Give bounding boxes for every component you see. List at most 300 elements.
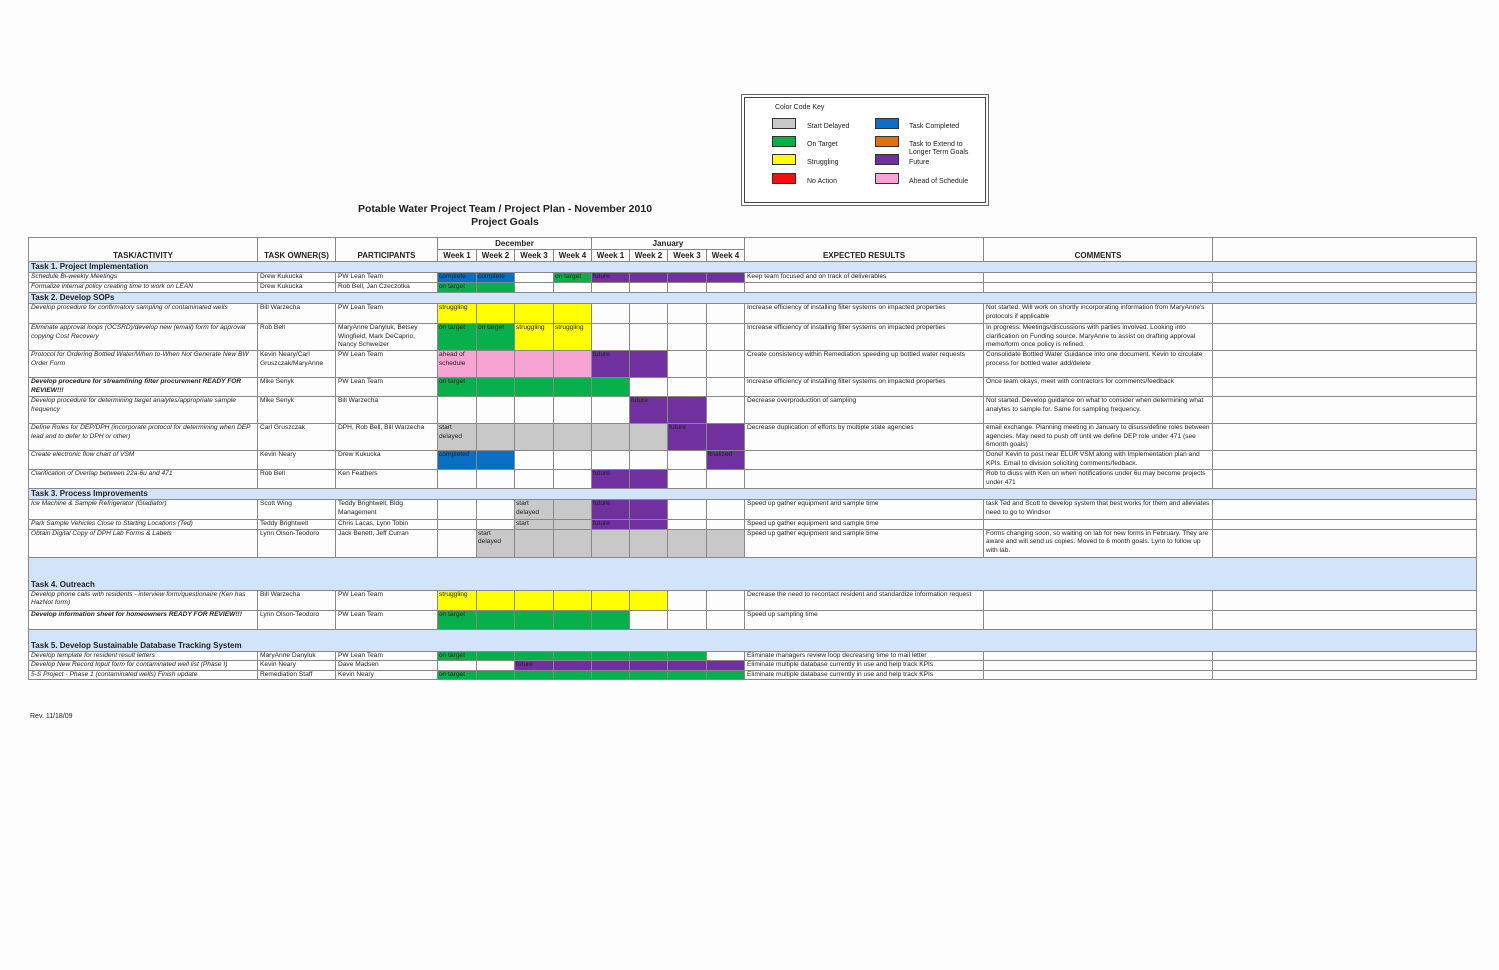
blank-cell [1213,661,1477,671]
week-status-cell [630,424,668,451]
week-status-cell [477,424,515,451]
week-status-cell [554,651,592,661]
week-status-cell: completed [438,451,477,470]
week-status-cell [592,283,630,293]
week-status-cell [438,500,477,520]
legend-swatch [772,154,796,165]
week-status-cell [668,324,707,351]
task-activity: Protocol for Ordering Bottled Water/When to-When Not Generate New BW Order Form [29,351,258,378]
week-status-cell [477,661,515,671]
week-status-cell [515,378,554,397]
section-row [29,262,1477,273]
week-status-cell [630,520,668,530]
header-blank [1213,238,1477,262]
comments [984,590,1213,610]
task-participants: PW Lean Team [336,651,438,661]
week-status-cell [477,397,515,424]
week-status-cell [630,590,668,610]
week-status-cell [668,273,707,283]
task-activity: Develop template for resident result letters [29,651,258,661]
section-title: Task 1. Project Implementation [31,262,149,271]
week-status-cell: future [668,424,707,451]
week-status-cell: on target [554,273,592,283]
section-row [29,293,1477,304]
week-status-cell [477,590,515,610]
task-participants: Chris Lacas, Lynn Tobin [336,520,438,530]
task-owner: Lynn Olson-Teodoro [258,610,336,629]
legend-swatch [875,136,899,147]
week-status-cell: start [515,520,554,530]
expected-results: Keep team focused and on track of deliverables [745,273,984,283]
legend-swatch [772,173,796,184]
comments [984,670,1213,680]
week-status-cell: future [592,520,630,530]
section-row [29,629,1477,651]
header-december: December [438,238,592,250]
week-status-cell [630,273,668,283]
comments: Once team okays, meet with contractors for comments/feedback [984,378,1213,397]
week-status-cell [438,397,477,424]
week-status-cell [630,470,668,489]
task-participants: PW Lean Team [336,590,438,610]
week-status-cell: start delayed [515,500,554,520]
header-week: Week 3 [668,250,707,262]
task-owner: Scott Wing [258,500,336,520]
week-status-cell [477,351,515,378]
week-status-cell: on target [438,610,477,629]
task-activity: Obtain Digital Copy of DPH Lab Forms & Labels [29,529,258,557]
task-participants: PW Lean Team [336,378,438,397]
blank-cell [1213,520,1477,530]
comments [984,651,1213,661]
week-status-cell [515,670,554,680]
week-status-cell: on target [438,651,477,661]
legend-label: Ahead of Schedule [909,178,969,185]
week-status-cell [515,273,554,283]
week-status-cell [554,397,592,424]
week-status-cell [554,610,592,629]
page-title: Potable Water Project Team / Project Plan - November 2010 [357,203,653,215]
week-status-cell [707,590,745,610]
header-owner: TASK OWNER(S) [258,238,336,262]
week-status-cell [707,424,745,451]
header-week: Week 1 [438,250,477,262]
blank-cell [1213,529,1477,557]
task-activity: Eliminate approval loops (OCSRD)/develop new (email) form for approval copying Cost Recovery [29,324,258,351]
week-status-cell [668,670,707,680]
week-status-cell [592,590,630,610]
task-owner: Mike Senyk [258,378,336,397]
task-activity: 5-S Project - Phase 1 (contaminated wells) Finish update [29,670,258,680]
comments [984,661,1213,671]
expected-results: Speed up sampling time [745,610,984,629]
expected-results: Speed up gather equipment and sample time [745,520,984,530]
task-participants: Dave Madsen [336,661,438,671]
week-status-cell [630,324,668,351]
week-status-cell [707,324,745,351]
task-activity: Formalize internal policy creating time to work on LEAN [29,283,258,293]
comments: In progress. Meetings/discussions with parties involved. Looking into clarification on Funding source. MaryAnne to assist on drafting approval memo/form once policy is refined. [984,324,1213,351]
week-status-cell [630,351,668,378]
week-status-cell [554,351,592,378]
task-participants: PW Lean Team [336,273,438,283]
expected-results [745,451,984,470]
header-comments: COMMENTS [984,238,1213,262]
week-status-cell [592,610,630,629]
header-results: EXPECTED RESULTS [745,238,984,262]
week-status-cell [668,520,707,530]
week-status-cell [668,397,707,424]
week-status-cell [707,470,745,489]
week-status-cell [707,397,745,424]
week-status-cell: on target [438,378,477,397]
expected-results: Eliminate multiple database currently in use and help track KPIs [745,670,984,680]
legend-label: Task Completed [909,123,960,130]
week-status-cell [477,500,515,520]
week-status-cell [630,651,668,661]
legend-title: Color Code Key [775,104,825,111]
section-title: Task 5. Develop Sustainable Database Tracking System [31,640,242,650]
expected-results: Eliminate managers review loop decreasing time to mail letter [745,651,984,661]
week-status-cell [668,661,707,671]
task-owner: Teddy Brightwell [258,520,336,530]
week-status-cell [477,304,515,324]
blank-cell [1213,670,1477,680]
week-status-cell [438,520,477,530]
task-owner: Lynn Olson-Teodoro [258,529,336,557]
task-owner: MaryAnne Danyluk [258,651,336,661]
blank-cell [1213,451,1477,470]
week-status-cell [477,378,515,397]
week-status-cell [668,378,707,397]
task-participants: Kevin Neary [336,670,438,680]
blank-cell [1213,378,1477,397]
week-status-cell [707,651,745,661]
comments: email exchange. Planning meeting in January to disuss/define roles between agencies. May need to push off until we define DEP role under 471 (see 6month goals) [984,424,1213,451]
legend-label: Start Delayed [807,123,850,130]
expected-results: Speed up gather equipment and sample time [745,529,984,557]
week-status-cell [554,283,592,293]
task-participants: Teddy Brightwell, Bldg Management [336,500,438,520]
expected-results: Increase efficiency of installing filter systems on impacted properties [745,324,984,351]
week-status-cell [554,378,592,397]
expected-results: Decrease overproduction of sampling [745,397,984,424]
week-status-cell [592,661,630,671]
header-week: Week 4 [707,250,745,262]
week-status-cell [554,451,592,470]
week-status-cell: future [592,351,630,378]
week-status-cell: on target [438,283,477,293]
header-week: Week 3 [515,250,554,262]
expected-results: Speed up gather equipment and sample time [745,500,984,520]
week-status-cell [707,610,745,629]
week-status-cell: on target [438,324,477,351]
week-status-cell [554,520,592,530]
comments: Done! Kevin to post near ELUR VSM along with Implementation plan and KPIs. Email to division soliciting comments/fedback. [984,451,1213,470]
task-activity: Develop procedure for determining target analytes/appropriate sample frequency [29,397,258,424]
week-status-cell: future [592,500,630,520]
blank-cell [1213,424,1477,451]
expected-results: Eliminate multiple database currently in use and help track KPIs [745,661,984,671]
week-status-cell [592,670,630,680]
week-status-cell [668,283,707,293]
week-status-cell [554,304,592,324]
blank-cell [1213,273,1477,283]
task-owner: Drew Kukucka [258,273,336,283]
week-status-cell [438,661,477,671]
task-participants: PW Lean Team [336,304,438,324]
week-status-cell [668,610,707,629]
header-week: Week 2 [630,250,668,262]
comments [984,520,1213,530]
week-status-cell [592,451,630,470]
week-status-cell [630,500,668,520]
week-status-cell [592,651,630,661]
week-status-cell [668,651,707,661]
expected-results: Decrease the need to recontact resident and standardize information request [745,590,984,610]
legend-label: Task to Extend to Longer Term Goals [909,141,969,156]
expected-results [745,283,984,293]
expected-results [745,470,984,489]
week-status-cell [515,397,554,424]
comments: Forms changing soon, so waiting on lab for new forms in February. They are aware and will send us copies. Moved to 6 month goals. Lynn to follow up with lab. [984,529,1213,557]
week-status-cell [477,451,515,470]
week-status-cell [707,520,745,530]
week-status-cell [707,500,745,520]
legend-swatch [772,136,796,147]
week-status-cell [554,500,592,520]
legend-label: On Target [807,141,838,148]
task-activity: Create electronic flow chart of VSM [29,451,258,470]
week-status-cell [707,670,745,680]
week-status-cell [668,470,707,489]
blank-cell [1213,304,1477,324]
week-status-cell: finalized [707,451,745,470]
week-status-cell [515,451,554,470]
week-status-cell: ahead of schedule [438,351,477,378]
week-status-cell [515,529,554,557]
week-status-cell [630,451,668,470]
legend-swatch [772,118,796,129]
expected-results: Increase efficiency of installing filter systems on impacted properties [745,304,984,324]
expected-results: Create consistency within Remediation speeding up bottled water requests [745,351,984,378]
week-status-cell [592,304,630,324]
project-plan-table [28,237,1477,680]
blank-cell [1213,397,1477,424]
week-status-cell [630,378,668,397]
comments: Consolidate Bottled Water Guidance into one document. Kevin to circulate process for bottled water add/delete [984,351,1213,378]
task-participants: DPH, Rob Bell, Bill Warzecha [336,424,438,451]
week-status-cell [554,670,592,680]
task-participants: Rob Bell, Jan Czeczotka [336,283,438,293]
task-participants: MaryAnne Danyluk, Betsey Wingfield, Mark DeCaprio, Nancy Schweizer [336,324,438,351]
header-january: January [592,238,745,250]
section-title: Task 2. Develop SOPs [31,293,115,302]
week-status-cell [630,661,668,671]
week-status-cell [554,661,592,671]
blank-cell [1213,351,1477,378]
task-owner: Kevin Neary/Carl Gruszczak/MaryAnne [258,351,336,378]
legend-label: No Action [807,178,837,185]
task-owner: Rob Bell [258,324,336,351]
week-status-cell [477,520,515,530]
task-activity: Develop information sheet for homeowners READY FOR REVIEW!!! [29,610,258,629]
section-row [29,489,1477,500]
week-status-cell [630,610,668,629]
week-status-cell [592,529,630,557]
week-status-cell [707,378,745,397]
week-status-cell [707,529,745,557]
week-status-cell [438,470,477,489]
task-owner: Bill Warzecha [258,304,336,324]
week-status-cell [477,670,515,680]
comments [984,273,1213,283]
task-activity: Develop New Record Input form for contaminated well list (Phase I) [29,661,258,671]
header-participants: PARTICIPANTS [336,238,438,262]
section-title: Task 4. Outreach [31,579,95,589]
week-status-cell [630,529,668,557]
week-status-cell [707,273,745,283]
comments [984,610,1213,629]
task-participants: Bill Warzecha [336,397,438,424]
week-status-cell: struggling [515,324,554,351]
comments: Not started. Develop guidance on what to consider when determining what analytes to sample for. Same for sampling frequency. [984,397,1213,424]
week-status-cell [592,378,630,397]
week-status-cell [630,283,668,293]
header-week: Week 1 [592,250,630,262]
comments: Rob to diuss with Ken on when notifications under 6u may become projects under 471 [984,470,1213,489]
week-status-cell: struggling [438,590,477,610]
blank-cell [1213,610,1477,629]
week-status-cell: struggling [438,304,477,324]
task-activity: Develop procedure for confirmatory sampling of contaminated wells [29,304,258,324]
legend-swatch [875,118,899,129]
week-status-cell [707,304,745,324]
week-status-cell [707,661,745,671]
week-status-cell: complete [477,273,515,283]
week-status-cell: future [592,273,630,283]
section-title: Task 3. Process Improvements [31,489,148,498]
week-status-cell [668,529,707,557]
week-status-cell [438,529,477,557]
week-status-cell [554,424,592,451]
section-row [29,557,1477,590]
task-owner: Bill Warzecha [258,590,336,610]
blank-cell [1213,324,1477,351]
task-activity: Develop phone calls with residents - interview form/questionaire (Ken has HazNot form) [29,590,258,610]
week-status-cell [668,500,707,520]
comments: Not started. Will work on shortly incorporating information from MaryAnne's protocols if applicable [984,304,1213,324]
week-status-cell [554,529,592,557]
task-activity: Schedule Bi-weekly Meetings [29,273,258,283]
task-activity: Clarification of Overlap between 22a-6u and 471 [29,470,258,489]
week-status-cell [707,351,745,378]
week-status-cell [515,590,554,610]
week-status-cell [554,590,592,610]
week-status-cell: on target [438,670,477,680]
task-participants: Ken Feathers [336,470,438,489]
task-owner: Kevin Neary [258,661,336,671]
task-activity: Develop procedure for streamlining filter procurement READY FOR REVIEW!!! [29,378,258,397]
week-status-cell: struggling [554,324,592,351]
blank-cell [1213,590,1477,610]
comments [984,283,1213,293]
blank-cell [1213,651,1477,661]
task-participants: PW Lean Team [336,610,438,629]
task-owner: Carl Gruszczak [258,424,336,451]
header-week: Week 4 [554,250,592,262]
task-participants: PW Lean Team [336,351,438,378]
task-owner: Kevin Neary [258,451,336,470]
week-status-cell [477,470,515,489]
blank-cell [1213,500,1477,520]
revision-note: Rev. 11/18/09 [30,713,73,720]
week-status-cell [515,304,554,324]
task-owner: Drew Kukucka [258,283,336,293]
expected-results: Decrease duplication of efforts by multiple state agencies [745,424,984,451]
week-status-cell [668,351,707,378]
week-status-cell: future [630,397,668,424]
task-activity: Park Sample Vehicles Close to Starting Locations (Ted) [29,520,258,530]
week-status-cell [707,283,745,293]
page-subtitle: Project Goals [471,216,539,228]
week-status-cell: future [515,661,554,671]
week-status-cell [515,651,554,661]
week-status-cell [630,670,668,680]
week-status-cell [554,470,592,489]
week-status-cell [515,424,554,451]
week-status-cell [515,283,554,293]
task-owner: Rob Bell [258,470,336,489]
task-participants: Drew Kukucka [336,451,438,470]
week-status-cell: start delayed [438,424,477,451]
week-status-cell [592,324,630,351]
color-code-key [744,97,986,203]
week-status-cell [515,470,554,489]
week-status-cell [477,610,515,629]
week-status-cell [592,397,630,424]
week-status-cell [515,610,554,629]
week-status-cell [515,351,554,378]
week-status-cell: future [592,470,630,489]
week-status-cell: on target [477,324,515,351]
task-activity: Ice Machine & Sample Refrigerator (Gladiator) [29,500,258,520]
task-participants: Jack Benett, Jeff Curran [336,529,438,557]
blank-cell [1213,470,1477,489]
header-week: Week 2 [477,250,515,262]
week-status-cell: complete [438,273,477,283]
task-owner: Remediation Staff [258,670,336,680]
legend-label: Struggling [807,159,839,166]
week-status-cell [477,651,515,661]
legend-swatch [875,154,899,165]
task-owner: Mike Senyk [258,397,336,424]
blank-cell [1213,283,1477,293]
legend-label: Future [909,159,930,166]
week-status-cell: start delayed [477,529,515,557]
week-status-cell [630,304,668,324]
header-task: TASK/ACTIVITY [29,238,258,262]
week-status-cell [477,283,515,293]
week-status-cell [592,424,630,451]
task-activity: Define Roles for DEP/DPH (incorporate protocol for determining when DEP lead and to defer to DPH or other) [29,424,258,451]
legend-swatch [875,173,899,184]
expected-results: Increase efficiency of installing filter systems on impacted properties [745,378,984,397]
week-status-cell [668,304,707,324]
week-status-cell [668,451,707,470]
week-status-cell [668,590,707,610]
comments: task Ted and Scott to develop system that best works for them and alleviates need to go to Windsor [984,500,1213,520]
